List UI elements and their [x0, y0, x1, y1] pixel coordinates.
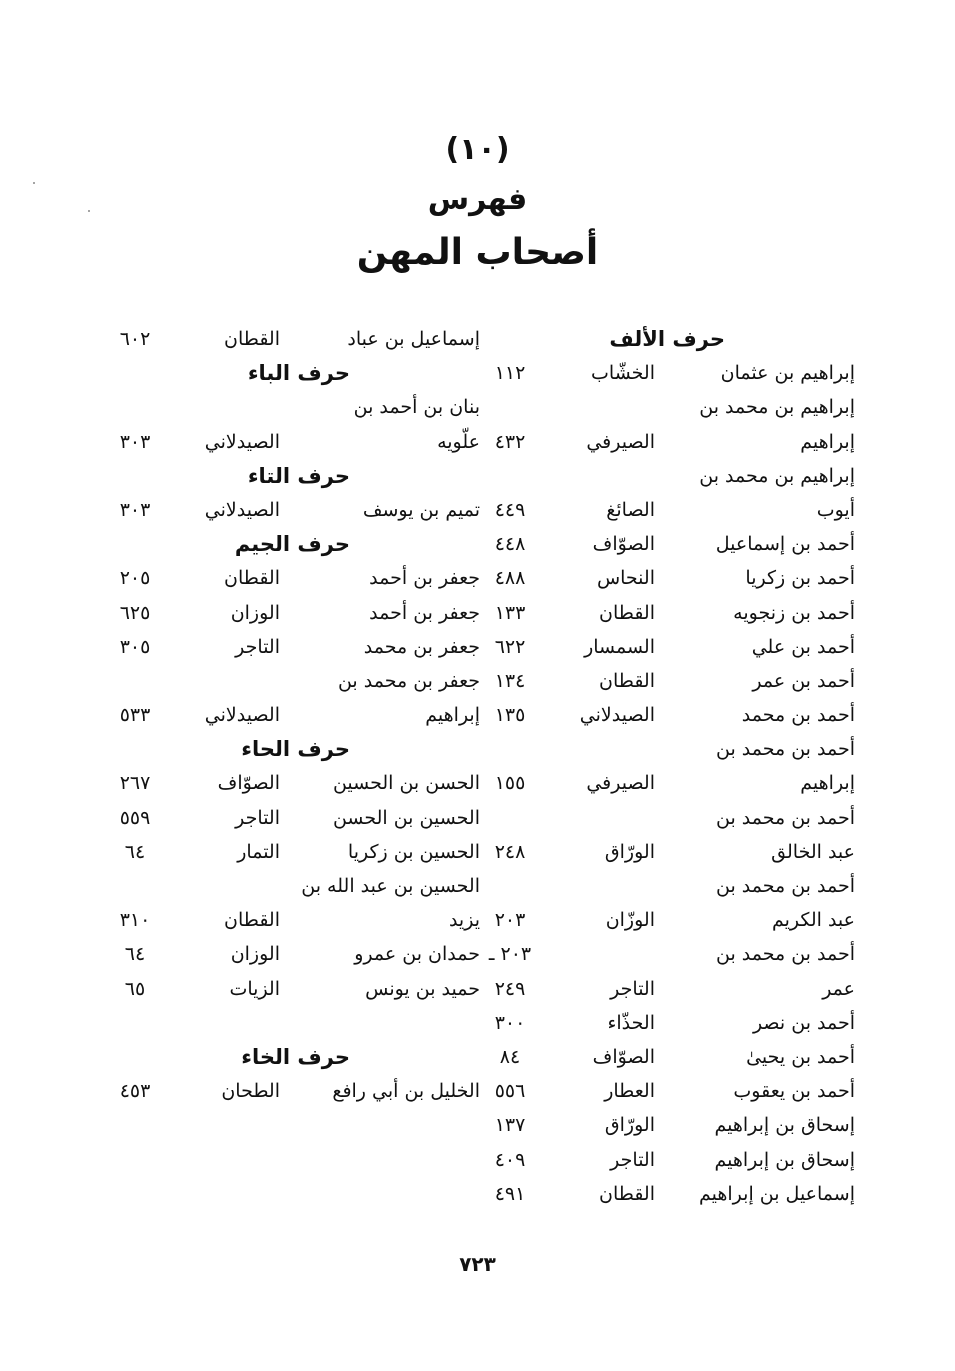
entry-occupation: القطان	[598, 1182, 655, 1205]
entry-name: إسحاق بن إبراهيم	[714, 1148, 855, 1171]
page-number: ٧٢٣	[459, 1252, 496, 1276]
entry-occupation: الخشّاب	[591, 362, 655, 385]
index-entry	[100, 322, 480, 356]
entry-page: ٢٠٣ ـ	[488, 943, 532, 966]
entry-page: ٣٠٣	[119, 498, 151, 521]
index-entry	[475, 459, 855, 493]
entry-page: ١٣٣	[494, 601, 526, 624]
entry-name: تميم بن يوسف	[362, 498, 480, 521]
entry-occupation: الورّاق	[604, 840, 655, 863]
entry-name: جعفر بن أحمد	[369, 567, 480, 590]
entry-occupation: التاجر	[235, 806, 280, 829]
entry-page: ٢٠٥	[119, 567, 151, 590]
entry-occupation: الصيرفي	[586, 772, 655, 795]
index-title: فهرس	[427, 182, 528, 217]
entry-page: ٤٠٩	[494, 1148, 526, 1171]
entry-name: الخليل بن أبي رافع	[332, 1080, 480, 1103]
index-entry	[475, 903, 855, 937]
index-entry	[100, 698, 480, 732]
entry-name: يزيد	[448, 909, 480, 932]
index-entry	[475, 561, 855, 595]
speck	[88, 210, 90, 212]
entry-page: ٣٠٠	[494, 1011, 526, 1034]
entry-occupation: الطحان	[221, 1080, 280, 1103]
speck	[33, 182, 35, 184]
section-heading-label: حرف الباء	[247, 361, 350, 386]
index-entry	[100, 561, 480, 595]
entry-name: عبد الكريم	[771, 909, 855, 932]
entry-occupation: الصوّاف	[592, 533, 655, 556]
entry-page: ٣٠٥	[119, 635, 151, 658]
entry-page: ٢٦٧	[119, 772, 151, 795]
entry-page: ١٣٥	[494, 704, 526, 727]
index-entry	[100, 664, 480, 698]
entry-page: ٢٤٨	[494, 840, 526, 863]
entry-occupation: الوزّان	[605, 909, 655, 932]
section-heading-label: حرف الجيم	[234, 532, 350, 557]
entry-occupation: القطان	[223, 328, 280, 350]
entry-name: أحمد بن يحيىٰ	[746, 1045, 855, 1068]
entry-name: جعفر بن محمد بن	[337, 669, 480, 692]
entry-name: جعفر بن محمد	[363, 635, 480, 658]
entry-occupation: الصيرفي	[586, 430, 655, 453]
index-entry	[475, 1006, 855, 1040]
index-entry	[100, 903, 480, 937]
entry-occupation: الصوّاف	[592, 1045, 655, 1068]
entry-occupation: الصوّاف	[217, 772, 280, 795]
index-entry	[475, 801, 855, 835]
index-entry	[475, 766, 855, 800]
section-heading	[475, 322, 855, 356]
entry-page: ٦٢٢	[494, 635, 526, 658]
entry-name: أحمد بن زكريا	[745, 567, 855, 590]
index-entry	[100, 869, 480, 903]
entry-occupation: النحاس	[596, 567, 655, 590]
entry-occupation: الصيدلاني	[579, 704, 655, 727]
entry-name: الحسين بن الحسن	[332, 806, 480, 829]
entry-page: ٣٠٣	[119, 430, 151, 453]
entry-page: ٤٤٨	[494, 533, 526, 556]
entry-name: أحمد بن عمر	[752, 669, 855, 692]
entry-name: إبراهيم بن محمد بن	[699, 464, 855, 487]
entry-name: عبد الخالق	[771, 840, 855, 863]
index-entry	[475, 698, 855, 732]
index-entry	[100, 493, 480, 527]
entry-page: ١٣٧	[494, 1114, 526, 1137]
entry-name: أحمد بن محمد بن	[715, 943, 855, 966]
entry-occupation: الزيات	[229, 977, 280, 1000]
entry-page: ٤٤٩	[494, 498, 526, 521]
entry-page: ١٣٤	[494, 669, 526, 692]
entry-occupation: العطار	[604, 1080, 655, 1103]
entry-occupation: القطان	[223, 567, 280, 590]
entry-page: ٦٥	[124, 977, 146, 1000]
entry-page: ٢٠٣	[494, 909, 526, 932]
right-index-column	[475, 322, 855, 1211]
entry-page: ٤٩١	[494, 1182, 526, 1205]
entry-name: إبراهيم بن عثمان	[720, 362, 855, 385]
entry-occupation: الوزان	[230, 601, 280, 624]
index-entry	[475, 869, 855, 903]
index-entry	[475, 356, 855, 390]
index-entry	[475, 1143, 855, 1177]
entry-occupation: الصيدلاني	[204, 704, 280, 727]
entry-name: إسماعيل بن عباد	[347, 328, 480, 350]
entry-name: أحمد بن محمد بن	[715, 806, 855, 829]
entry-occupation: الصيدلاني	[204, 430, 280, 453]
entry-page: ٦٤	[124, 943, 146, 966]
section-heading	[100, 459, 480, 493]
entry-name: أحمد بن علي	[751, 635, 855, 658]
index-entry	[475, 1177, 855, 1211]
entry-name: الحسين بن زكريا	[347, 840, 480, 863]
index-entry	[475, 493, 855, 527]
entry-page: ٥٣٣	[119, 704, 151, 727]
entry-page: ٦٠٢	[119, 328, 151, 350]
entry-page: ٢٤٩	[494, 977, 526, 1000]
index-entry	[100, 937, 480, 971]
index-entry	[100, 766, 480, 800]
index-entry	[475, 425, 855, 459]
entry-name: أحمد بن إسماعيل	[715, 533, 855, 556]
entry-page: ٦٢٥	[119, 601, 151, 624]
index-entry	[475, 390, 855, 424]
entry-page: ٣١٠	[119, 909, 151, 932]
entry-occupation: التمار	[237, 840, 280, 863]
entry-occupation: القطان	[223, 909, 280, 932]
index-entry	[475, 1040, 855, 1074]
entry-name: حمدان بن عمرو	[354, 943, 480, 966]
entry-name: إسماعيل بن إبراهيم	[699, 1182, 855, 1205]
index-entry	[100, 425, 480, 459]
index-entry	[475, 732, 855, 766]
entry-occupation: القطان	[598, 601, 655, 624]
entry-name: الحسن بن الحسين	[332, 772, 480, 795]
entry-occupation: الصيدلاني	[204, 498, 280, 521]
index-entry	[475, 937, 855, 971]
index-entry	[475, 596, 855, 630]
entry-name: عمر	[822, 977, 855, 1000]
index-number: (١٠)	[445, 132, 510, 167]
entry-page: ١٥٥	[494, 772, 526, 795]
entry-name: أحمد بن محمد	[741, 704, 855, 727]
index-entry	[100, 630, 480, 664]
entry-name: جعفر بن أحمد	[369, 601, 480, 624]
entry-name: أحمد بن محمد بن	[715, 875, 855, 897]
entry-name: بنان بن أحمد بن	[353, 396, 480, 419]
index-entry	[475, 835, 855, 869]
entry-page: ٤٣٢	[494, 430, 526, 453]
entry-occupation: التاجر	[235, 635, 280, 658]
index-entry	[475, 1108, 855, 1142]
entry-occupation: التاجر	[610, 1148, 655, 1171]
entry-page: ٤٥٣	[119, 1080, 151, 1103]
entry-page: ٨٤	[499, 1045, 521, 1068]
spacer-row	[100, 1006, 480, 1040]
entry-occupation: السمسار	[584, 635, 655, 658]
index-entry	[100, 801, 480, 835]
entry-name: إسحاق بن إبراهيم	[714, 1114, 855, 1137]
index-entry	[100, 1074, 480, 1108]
index-entry	[100, 835, 480, 869]
entry-page: ٥٥٦	[494, 1080, 526, 1103]
index-subtitle: أصحاب المهن	[356, 232, 599, 273]
entry-page: ٥٥٩	[119, 806, 151, 829]
entry-page: ١١٢	[494, 362, 526, 385]
index-entry	[100, 596, 480, 630]
left-index-column	[100, 322, 480, 1108]
index-entry	[475, 630, 855, 664]
section-heading-label: حرف الألف	[609, 327, 725, 351]
entry-occupation: الوزان	[230, 943, 280, 966]
entry-name: إبراهيم	[425, 704, 480, 727]
entry-page: ٦٤	[124, 840, 146, 863]
index-entry	[100, 972, 480, 1006]
entry-occupation: الحذّاء	[607, 1011, 655, 1034]
entry-occupation: الصائغ	[606, 498, 655, 521]
entry-name: حميد بن يونس	[365, 977, 480, 1000]
entry-name: إبراهيم	[800, 430, 855, 453]
section-heading-label: حرف الحاء	[241, 737, 350, 762]
entry-occupation: القطان	[598, 669, 655, 692]
entry-name: علّويه	[437, 430, 480, 453]
entry-occupation: الورّاق	[604, 1114, 655, 1137]
entry-page: ٤٨٨	[494, 567, 526, 590]
entry-name: أيوب	[816, 498, 855, 521]
entry-name: إبراهيم	[800, 772, 855, 795]
entry-name: أحمد بن يعقوب	[733, 1080, 855, 1103]
entry-name: أحمد بن محمد بن	[715, 738, 855, 761]
section-heading	[100, 732, 480, 766]
section-heading-label: حرف التاء	[247, 463, 350, 488]
entry-name: أحمد بن نصر	[752, 1011, 855, 1034]
entry-occupation: التاجر	[610, 977, 655, 1000]
section-heading-label: حرف الخاء	[241, 1044, 350, 1069]
section-heading	[100, 356, 480, 390]
entry-name: إبراهيم بن محمد بن	[699, 396, 855, 419]
index-entry	[100, 390, 480, 424]
entry-name: الحسين بن عبد الله بن	[301, 875, 480, 897]
entry-name: أحمد بن زنجويه	[733, 601, 855, 624]
index-entry	[475, 527, 855, 561]
section-heading	[100, 1040, 480, 1074]
index-entry	[475, 972, 855, 1006]
index-entry	[475, 1074, 855, 1108]
section-heading	[100, 527, 480, 561]
index-entry	[475, 664, 855, 698]
